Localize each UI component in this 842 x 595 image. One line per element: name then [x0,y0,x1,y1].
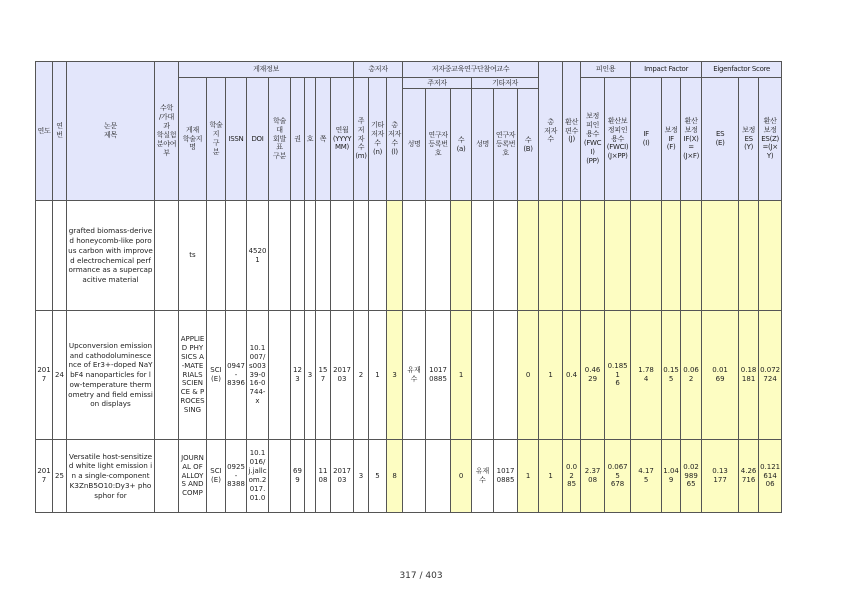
cell-db [269,311,291,440]
header-es: ES (E) [702,78,739,201]
cell-count-a [451,201,472,311]
header-other-authors: 기타 저자 수 (n) [369,78,387,201]
header-main-name: 성명 [403,89,426,201]
cell-issue [305,440,316,513]
cell-es-adjusted [739,201,759,311]
cell-year: 201 7 [36,311,53,440]
header-other-researcher-id: 연구자 등록번 호 [494,89,518,201]
header-seq: 연번 [53,62,67,201]
cell-issn: 0947 - 8396 [226,311,247,440]
header-es-converted: 환산 보정 ES(Z) =(J×Y) [759,78,782,201]
cell-other-name [472,201,494,311]
cell-other-id: 1017 0885 [494,440,518,513]
cell-if-adjusted: 1.04 9 [662,440,681,513]
cell-count-b: 0 [518,311,539,440]
header-paper-title: 논문 제목 [67,62,155,201]
cell-journal-type: SCI(E) [207,440,226,513]
header-other-count: 수 (B) [518,89,539,201]
cell-main-id [426,201,451,311]
cell-volume: 69 9 [291,440,305,513]
header-field: 수학 /가대과 학실험 분야여 부 [155,62,179,201]
header-main-author-group: 주저자 [403,78,472,89]
table-row [36,311,815,440]
cell-other-id [494,201,518,311]
header-eigenfactor: Eigenfactor Score [702,62,782,78]
cell-count-b [518,201,539,311]
cell-journal: JOURNAL OF ALLOYS AND COMP [179,440,207,513]
cell-seq: 25 [53,440,67,513]
header-citation: 피인용 [581,62,631,78]
header-journal-name: 게재 학술지 명 [179,78,207,201]
table-row [36,440,815,513]
header-other-name: 성명 [472,89,494,201]
cell-other-name [472,311,494,440]
cell-converted-count [563,201,581,311]
cell-converted-citations [605,201,631,311]
header-if: IF (I) [631,78,662,201]
cell-converted-count: 0.4 [563,311,581,440]
cell-if: 4.17 5 [631,440,662,513]
cell-main-name [403,201,426,311]
cell-total-authors: 8 [387,440,403,513]
cell-seq [53,201,67,311]
cell-total-k [539,201,563,311]
header-main-count: 수 (a) [451,89,472,201]
header-adjusted-citations: 보정 피인 용수 (FWC I) (PP) [581,78,605,201]
cell-converted-citations: 0.1851 6 [605,311,631,440]
cell-seq: 24 [53,311,67,440]
cell-adjusted-citations: 0.46 29 [581,311,605,440]
cell-journal: APPLIED PHYSICS A-MATERIALS SCIENCE & PROCESSING [179,311,207,440]
header-journal-type: 학술 지 구 분 [207,78,226,201]
header-if-converted: 환산 보정 IF(X) = (J×F) [681,78,702,201]
header-impact-factor: Impact Factor [631,62,702,78]
cell-if-adjusted: 0.15 5 [662,311,681,440]
cell-title: grafted biomass-derived honeycomb-like porous carbon with improved electrochemical performance as a supercapacitive material [67,201,155,311]
cell-main-name: 유재 수 [403,311,426,440]
header-converted-citations: 환산보 정피인 용수 (FWCI) (J×PP) [605,78,631,201]
cell-journal-type [207,201,226,311]
cell-page: 15 7 [316,311,331,440]
cell-date [331,201,354,311]
cell-main-authors: 2 [354,311,369,440]
header-converted-count: 환산 편수 (J) [563,62,581,201]
cell-main-authors [354,201,369,311]
cell-year [36,201,53,311]
header-doi: DOI [247,78,269,201]
cell-issn: 0925 - 8388 [226,440,247,513]
cell-year: 201 7 [36,440,53,513]
cell-es-converted: 0.072724 [759,311,782,440]
cell-field [155,201,179,311]
cell-if-converted: 0.02989 65 [681,440,702,513]
header-total-author-count: 총 저자 수 (l) [387,78,403,201]
header-total-author-k: 총 저자 수 [539,62,563,201]
cell-date: 2017 03 [331,311,354,440]
cell-page [316,201,331,311]
header-main-researcher-id: 연구자 등록번 호 [426,89,451,201]
cell-count-a: 0 [451,440,472,513]
header-participating-prof: 저자중교육연구단참여교수 [403,62,539,78]
cell-doi: 10.1016/j.jallcom.2017.01.0 [247,440,269,513]
cell-es [702,201,739,311]
cell-es-converted [759,201,782,311]
header-year: 연도 [36,62,53,201]
cell-es: 0.01 69 [702,311,739,440]
cell-if-converted: 0.062 [681,311,702,440]
cell-title: Versatile host-sensitized white light emission in a single-component K3ZnB5O10:Dy3+ phosphor for [67,440,155,513]
cell-other-name: 유재 수 [472,440,494,513]
research-output-table [35,61,815,513]
cell-converted-citations: 0.0675 678 [605,440,631,513]
cell-total-authors [387,201,403,311]
cell-other-authors: 5 [369,440,387,513]
cell-other-authors [369,201,387,311]
header-db-type: 학술대 회발표 구분 [269,78,291,201]
cell-field [155,440,179,513]
cell-volume [291,201,305,311]
header-total-authors: 총저자 [354,62,403,78]
cell-if-adjusted [662,201,681,311]
cell-date: 2017 03 [331,440,354,513]
cell-es: 0.13 177 [702,440,739,513]
cell-if-converted [681,201,702,311]
cell-volume: 12 3 [291,311,305,440]
cell-issue [305,201,316,311]
table-row [36,201,815,311]
header-es-adjusted: 보정 ES (Y) [739,78,759,201]
cell-doi: 4520 1 [247,201,269,311]
cell-es-converted: 0.121614 06 [759,440,782,513]
cell-other-id [494,311,518,440]
cell-other-authors: 1 [369,311,387,440]
cell-if [631,201,662,311]
cell-count-a: 1 [451,311,472,440]
cell-total-k: 1 [539,311,563,440]
header-other-author-group: 기타저자 [472,78,539,89]
page-number: 317 / 403 [399,571,443,581]
cell-issue: 3 [305,311,316,440]
header-pub-date: 연월 (YYYY MM) [331,78,354,201]
cell-journal-type: SCI(E) [207,311,226,440]
header-main-authors: 주 저자 수 (m) [354,78,369,201]
cell-if: 1.78 4 [631,311,662,440]
header-if-adjusted: 보정 IF (F) [662,78,681,201]
cell-title: Upconversion emission and cathodoluminescence of Er3+-doped NaYbF4 nanoparticles for low-temperature thermometry and field emission displays [67,311,155,440]
cell-field [155,311,179,440]
cell-journal: ts [179,201,207,311]
cell-doi: 10.1007/s00339-016-0744-x [247,311,269,440]
cell-total-authors: 3 [387,311,403,440]
cell-db [269,440,291,513]
cell-db [269,201,291,311]
cell-main-authors: 3 [354,440,369,513]
cell-issn [226,201,247,311]
header-publication-info: 게재정보 [179,62,354,78]
cell-converted-count: 0.02 85 [563,440,581,513]
cell-main-name [403,440,426,513]
cell-es-adjusted: 0.18 181 [739,311,759,440]
header-issue: 호 [305,78,316,201]
cell-adjusted-citations [581,201,605,311]
cell-main-id [426,440,451,513]
cell-page: 11 08 [316,440,331,513]
header-page: 쪽 [316,78,331,201]
cell-es-adjusted: 4.26 716 [739,440,759,513]
cell-adjusted-citations: 2.37 08 [581,440,605,513]
cell-main-id: 1017 0885 [426,311,451,440]
cell-count-b: 1 [518,440,539,513]
header-issn: ISSN [226,78,247,201]
header-volume: 권 [291,78,305,201]
cell-total-k: 1 [539,440,563,513]
